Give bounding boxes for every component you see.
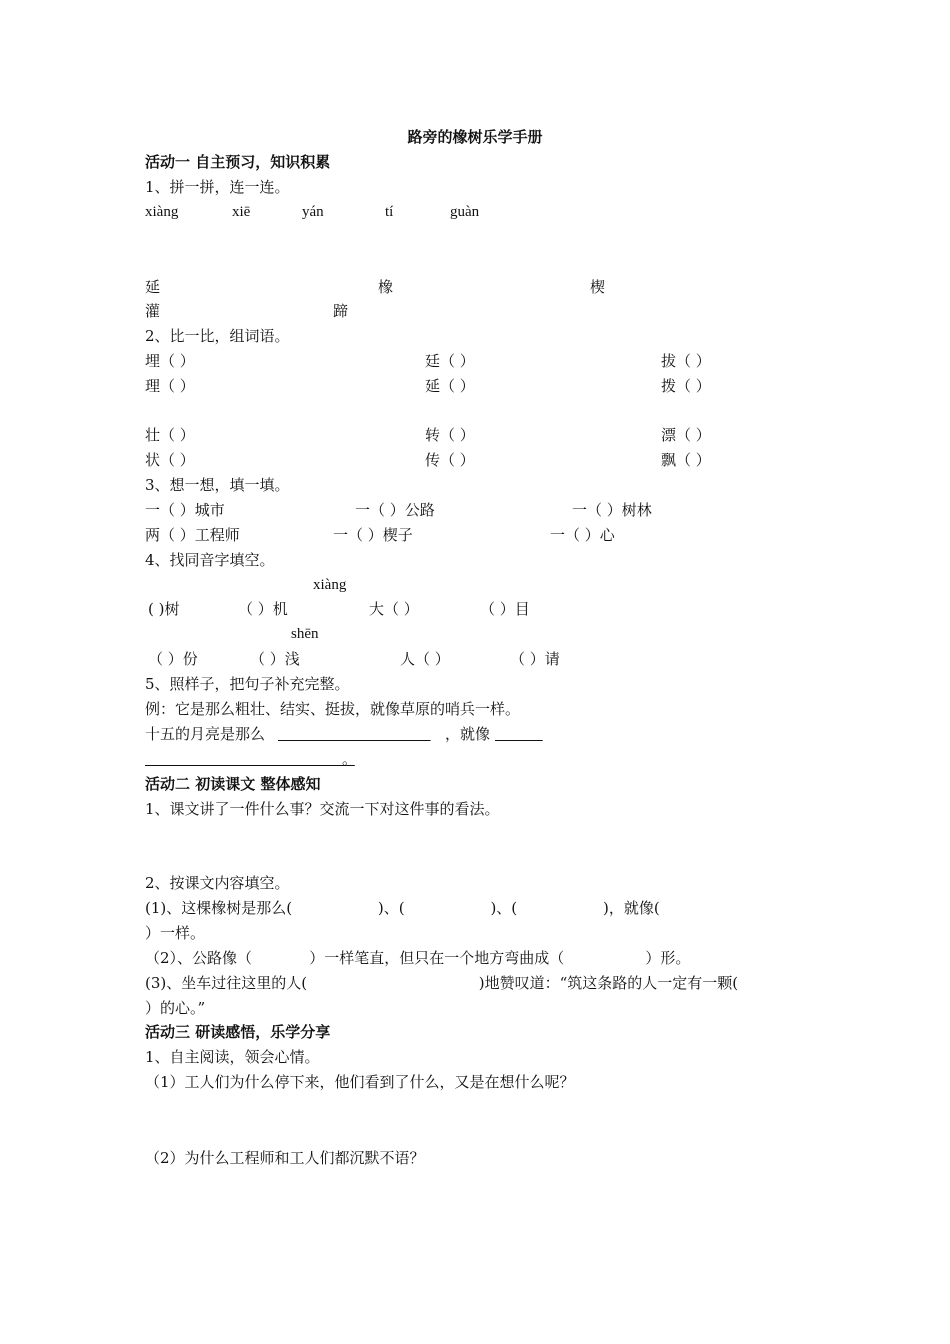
- homophone-item: （ ）请: [510, 650, 560, 668]
- homophone-item: ( )树: [148, 600, 180, 618]
- homophone-row: [145, 597, 825, 622]
- answer-blank[interactable]: [495, 722, 550, 747]
- pinyin-item: xiàng: [145, 204, 179, 220]
- word-group-item: 延（ ）: [425, 377, 475, 395]
- pinyin-item: tí: [385, 204, 394, 220]
- word-group-item: 拔（ ）: [661, 352, 711, 370]
- homophone-pinyin-text: shēn: [291, 626, 319, 642]
- char-item: 灌: [145, 302, 161, 320]
- measure-word-row: [145, 523, 825, 548]
- measure-word-row: [145, 498, 825, 523]
- char-item: 楔: [590, 278, 606, 296]
- word-group-item: 埋（ ）: [145, 352, 195, 370]
- word-group-item: 传（ ）: [425, 451, 475, 469]
- homophone-item: （ ）份: [148, 650, 198, 668]
- q1-label: 1、拼一拼，连一连。: [145, 178, 290, 196]
- homophone-pinyin: [145, 622, 825, 647]
- measure-word-item: 一（ ）楔子: [333, 526, 413, 544]
- q5-sentence: [145, 722, 825, 747]
- fill-line: （2）、公路像（ ）一样笔直，但只在一个地方弯曲成（ ）形。: [145, 949, 691, 967]
- q5-sentence-cont: [145, 747, 825, 772]
- fill-line: ）的心。”: [145, 999, 206, 1017]
- word-group-item: 廷（ ）: [425, 352, 475, 370]
- measure-word-item: 一（ ）城市: [145, 501, 225, 519]
- activity2-heading: 活动二 初读课文 整体感知: [145, 775, 321, 793]
- word-group-item: 飘（ ）: [661, 451, 711, 469]
- activity3-heading: 活动三 研读感悟，乐学分享: [145, 1023, 331, 1041]
- activity3-sub1: （1）工人们为什么停下来，他们看到了什么，又是在想什么呢？: [145, 1073, 575, 1091]
- word-group-row: [145, 349, 825, 374]
- q5-label: 5、照样子，把句子补充完整。: [145, 675, 350, 693]
- measure-word-item: 一（ ）心: [550, 526, 615, 544]
- q3-label: 3、想一想，填一填。: [145, 476, 290, 494]
- q4-label: 4、找同音字填空。: [145, 551, 275, 569]
- word-group-row: [145, 374, 825, 399]
- activity3-sub2: （2）为什么工程师和工人们都沉默不语？: [145, 1149, 425, 1167]
- sentence-text: 十五的月亮是那么: [145, 725, 266, 743]
- answer-blank[interactable]: [145, 747, 341, 772]
- fill-line: ）一样。: [145, 924, 206, 942]
- word-group-item: 转（ ）: [425, 426, 475, 444]
- pinyin-item: guàn: [450, 204, 480, 220]
- pinyin-item: yán: [302, 204, 324, 220]
- activity2-q1: 1、课文讲了一件什么事？交流一下对这件事的看法。: [145, 800, 500, 818]
- homophone-pinyin-text: xiàng: [313, 577, 347, 593]
- sentence-text: ，就像: [445, 725, 491, 743]
- measure-word-item: 一（ ）公路: [355, 501, 435, 519]
- homophone-item: （ ）浅: [250, 650, 300, 668]
- measure-word-item: 两（ ）工程师: [145, 526, 240, 544]
- page-title: 路旁的橡树乐学手册: [407, 128, 543, 146]
- activity1-heading: 活动一 自主预习，知识积累: [145, 153, 331, 171]
- homophone-row: [145, 647, 825, 672]
- word-group-item: 壮（ ）: [145, 426, 195, 444]
- activity2-q2-label: 2、按课文内容填空。: [145, 874, 290, 892]
- q5-example: 例：它是那么粗壮、结实、挺拔，就像草原的哨兵一样。: [145, 700, 521, 718]
- homophone-item: 大（ ）: [369, 600, 419, 618]
- char-item: 蹄: [333, 302, 349, 320]
- measure-word-item: 一（ ）树林: [572, 501, 652, 519]
- sentence-end: 。: [342, 750, 358, 768]
- homophone-item: （ ）机: [238, 600, 288, 618]
- q2-label: 2、比一比，组词语。: [145, 327, 290, 345]
- homophone-item: 人（ ）: [400, 650, 450, 668]
- char-item: 延: [145, 278, 161, 296]
- pinyin-row: [145, 200, 825, 225]
- word-group-item: 漂（ ）: [661, 426, 711, 444]
- activity3-q1: 1、自主阅读，领会心情。: [145, 1048, 320, 1066]
- word-group-item: 状（ ）: [145, 451, 195, 469]
- word-group-row: [145, 448, 825, 473]
- word-group-item: 理（ ）: [145, 377, 195, 395]
- chars-row: [145, 299, 825, 324]
- chars-row: [145, 275, 825, 300]
- homophone-item: （ ）目: [480, 600, 530, 618]
- pinyin-item: xiē: [232, 204, 251, 220]
- answer-blank[interactable]: [278, 722, 444, 747]
- fill-line: (3)、坐车过往这里的人( )地赞叹道：“筑这条路的人一定有一颗(: [145, 974, 739, 992]
- homophone-pinyin: [145, 573, 825, 598]
- word-group-item: 拨（ ）: [661, 377, 711, 395]
- fill-line: (1)、这棵橡树是那么( )、( )、( )，就像(: [145, 899, 660, 917]
- char-item: 橡: [378, 278, 394, 296]
- word-group-row: [145, 423, 825, 448]
